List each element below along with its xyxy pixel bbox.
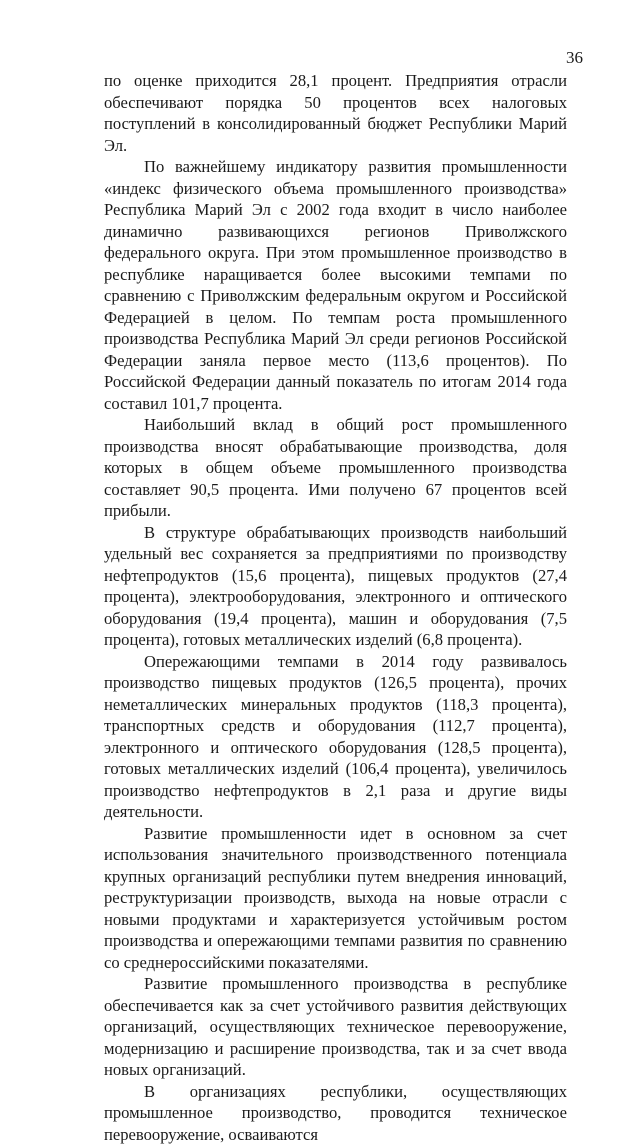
page-number: 36 (566, 48, 583, 68)
paragraph: В структуре обрабатывающих производств наибольший удельный вес сохраняется за предприятиями по производству нефтепродуктов (15,6 процента), пищевых продуктов (27,4 процента), электрооборудования, электронного и оптического оборудования (19,4 процента), машин и оборудования (7,5 процента), готовых металлических изделий (6,8 процента). (104, 522, 567, 651)
paragraph: по оценке приходится 28,1 процент. Предприятия отрасли обеспечивают порядка 50 процентов всех налоговых поступлений в консолидированный бюджет Республики Марий Эл. (104, 70, 567, 156)
paragraph: Наибольший вклад в общий рост промышленного производства вносят обрабатывающие производства, доля которых в общем объеме промышленного производства составляет 90,5 процента. Ими получено 67 процентов всей прибыли. (104, 414, 567, 522)
paragraph: В организациях республики, осуществляющих промышленное производство, проводится техническое перевооружение, осваиваются (104, 1081, 567, 1145)
paragraph: Развитие промышленного производства в республике обеспечивается как за счет устойчивого развития действующих организаций, осуществляющих техническое перевооружение, модернизацию и расширение производства, так и за счет ввода новых организаций. (104, 973, 567, 1081)
body-text (104, 70, 567, 1145)
paragraph: Развитие промышленности идет в основном за счет использования значительного производственного потенциала крупных организаций республики путем внедрения инноваций, реструктуризации производств, выхода на новые отрасли с новыми продуктами и характеризуется устойчивым ростом производства и опережающими темпами развития по сравнению со среднероссийскими показателями. (104, 823, 567, 974)
paragraph: По важнейшему индикатору развития промышленности «индекс физического объема промышленного производства» Республика Марий Эл с 2002 года входит в число наиболее динамично развивающихся регионов Приволжского федерального округа. При этом промышленное производство в республике наращивается более высокими темпами по сравнению с Приволжским федеральным округом и Российской Федерацией в целом. По темпам роста промышленного производства Республика Марий Эл среди регионов Российской Федерации заняла первое место (113,6 процентов). По Российской Федерации данный показатель по итогам 2014 года составил 101,7 процента. (104, 156, 567, 414)
paragraph: Опережающими темпами в 2014 году развивалось производство пищевых продуктов (126,5 процента), прочих неметаллических минеральных продуктов (118,3 процента), транспортных средств и оборудования (112,7 процента), электронного и оптического оборудования (128,5 процента), готовых металлических изделий (106,4 процента), увеличилось производство нефтепродуктов в 2,1 раза и другие виды деятельности. (104, 651, 567, 823)
